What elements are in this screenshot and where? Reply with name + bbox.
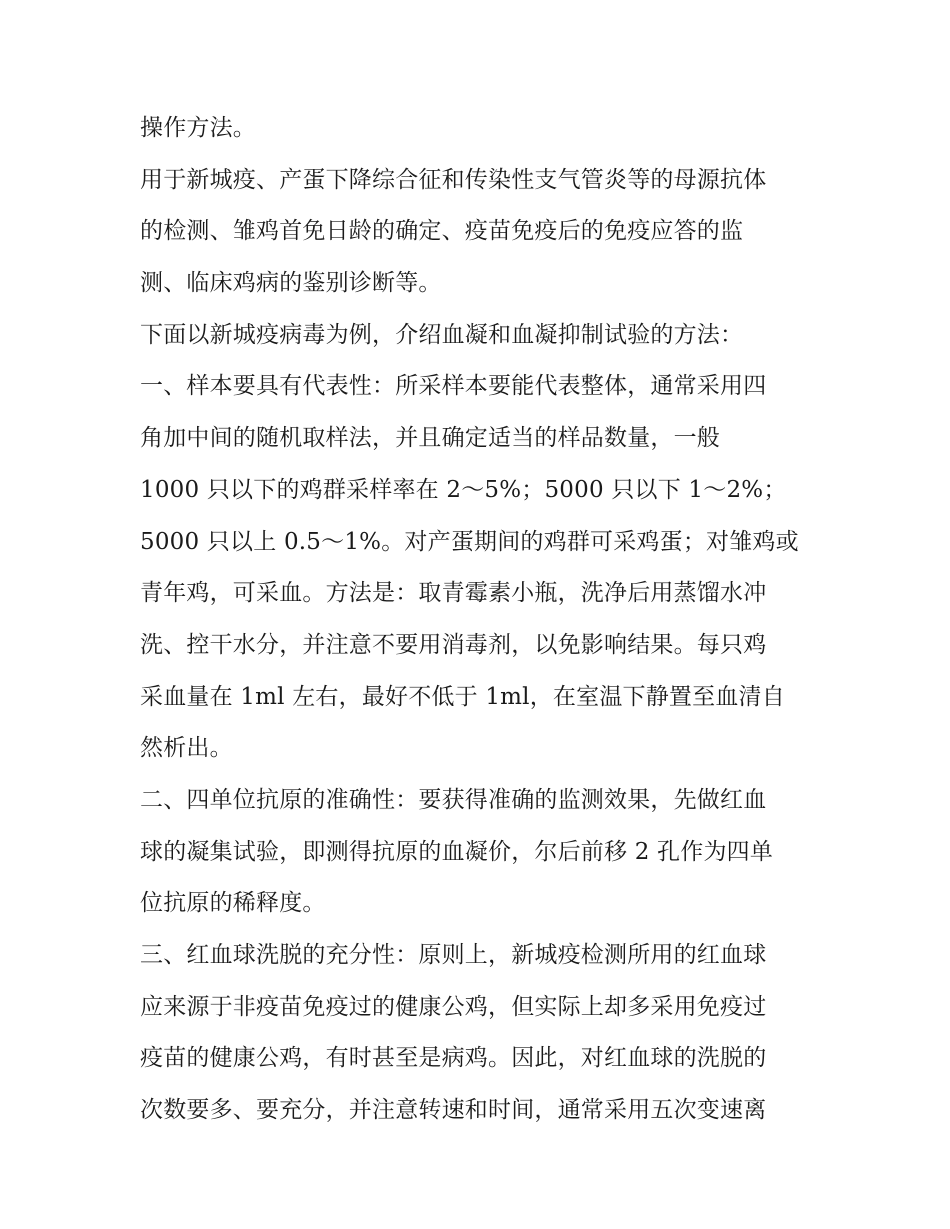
text-line-4: 测、临床鸡病的鉴别诊断等。 — [140, 270, 442, 297]
text-line-18: 应来源于非疫苗免疫过的健康公鸡，但实际上却多采用免疫过 — [140, 993, 767, 1020]
text-line-19: 疫苗的健康公鸡，有时甚至是病鸡。因此，对红血球的洗脱的 — [140, 1045, 767, 1072]
document-body — [140, 103, 812, 1137]
text-line-11: 洗、控干水分，并注意不要用消毒剂，以免影响结果。每只鸡 — [140, 631, 767, 658]
text-line-7: 角加中间的随机取样法，并且确定适当的样品数量，一般 — [140, 425, 720, 452]
text-line-10: 青年鸡，可采血。方法是：取青霉素小瓶，洗净后用蒸馏水冲 — [140, 580, 767, 607]
text-line-6: 一、样本要具有代表性：所采样本要能代表整体，通常采用四 — [140, 373, 767, 400]
text-line-15: 球的凝集试验，即测得抗原的血凝价，尔后前移 2 孔作为四单 — [140, 838, 774, 865]
text-line-9: 5000 只以上 0.5～1%。对产蛋期间的鸡群可采鸡蛋；对雏鸡或 — [140, 528, 799, 555]
text-line-1: 操作方法。 — [140, 115, 256, 141]
text-line-12: 采血量在 1ml 左右，最好不低于 1ml，在室温下静置至血清自 — [140, 683, 785, 710]
text-line-20: 次数要多、要充分，并注意转速和时间，通常采用五次变速离 — [140, 1097, 767, 1124]
text-line-2: 用于新城疫、产蛋下降综合征和传染性支气管炎等的母源抗体 — [140, 166, 767, 193]
text-line-17: 三、红血球洗脱的充分性：原则上，新城疫检测所用的红血球 — [140, 942, 767, 968]
text-line-16: 位抗原的稀释度。 — [140, 890, 326, 917]
text-line-13: 然析出。 — [140, 735, 233, 762]
text-line-5: 下面以新城疫病毒为例，介绍血凝和血凝抑制试验的方法： — [140, 321, 744, 348]
text-line-3: 的检测、雏鸡首免日龄的确定、疫苗免疫后的免疫应答的监 — [140, 218, 744, 245]
text-line-14: 二、四单位抗原的准确性：要获得准确的监测效果，先做红血 — [140, 786, 767, 813]
text-line-8: 1000 只以下的鸡群采样率在 2～5%；5000 只以下 1～2%； — [140, 476, 787, 503]
